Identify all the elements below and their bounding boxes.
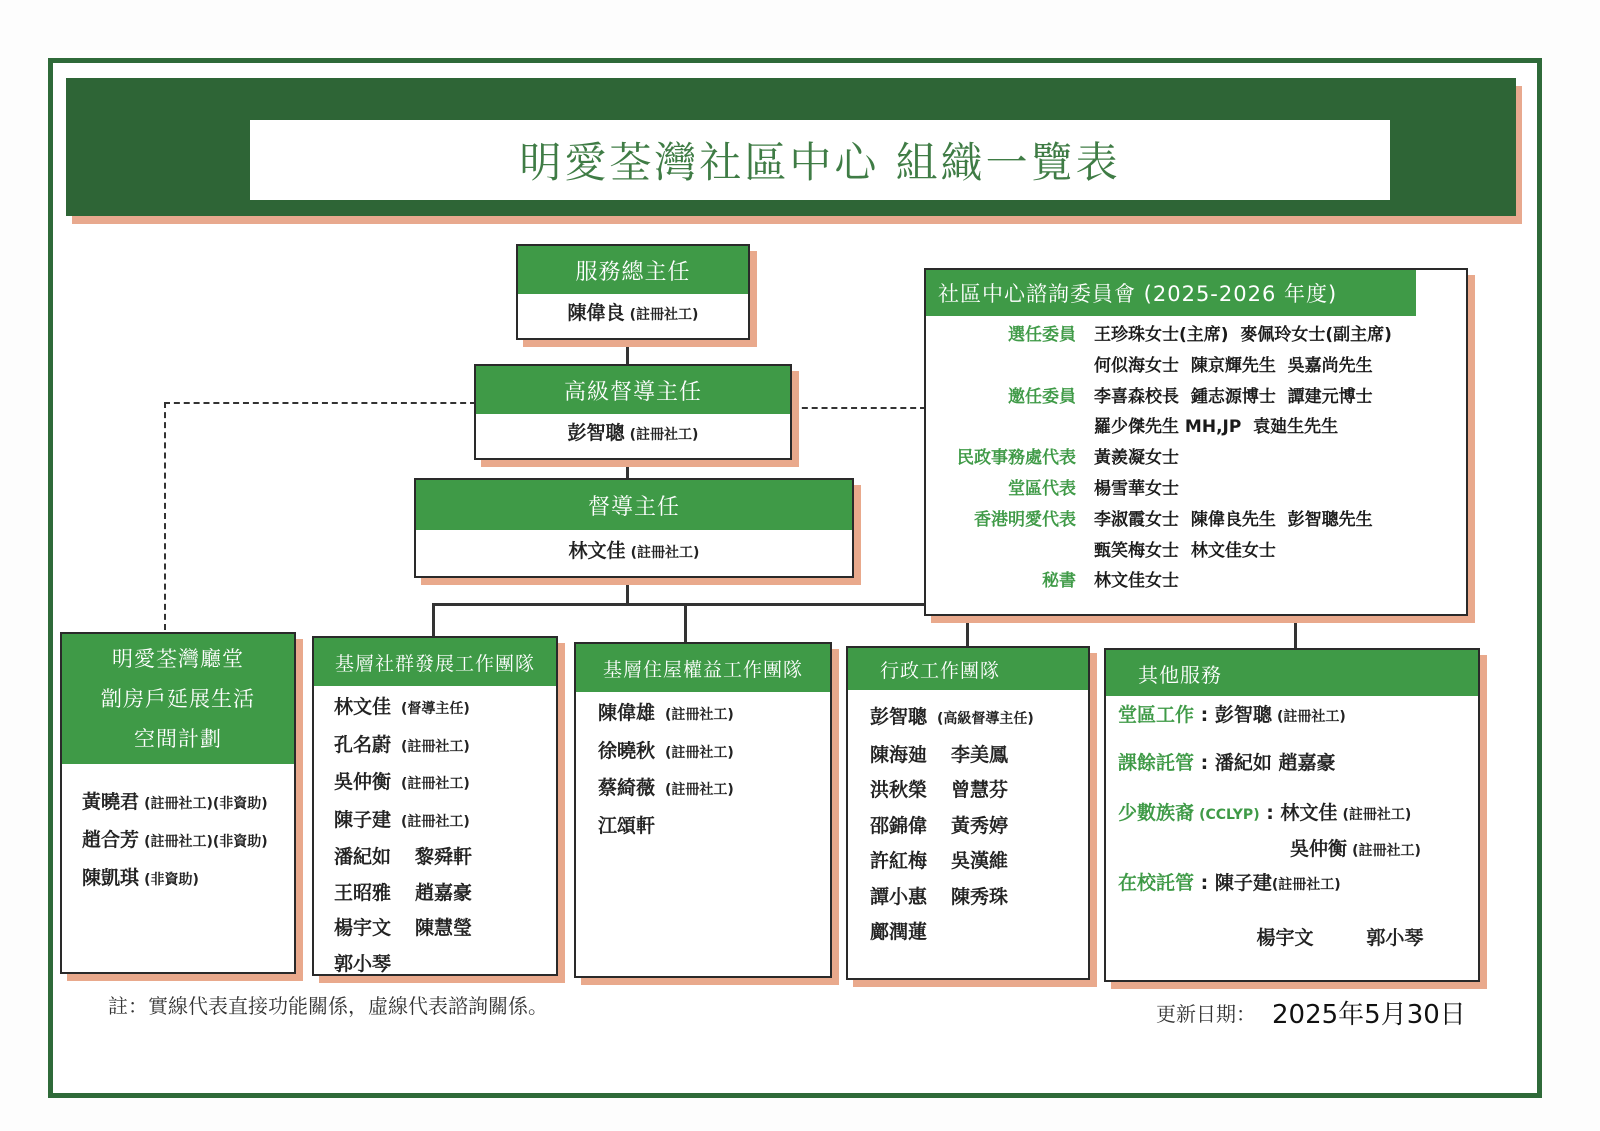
team-admin-members — [848, 690, 1088, 951]
list-item — [870, 773, 1088, 809]
committee-row-label: 選任委員 — [1008, 325, 1076, 345]
member-name: 楊宇文 — [334, 917, 392, 939]
member-name: 郭小琴 — [334, 952, 392, 975]
member-name: 李美鳳 — [951, 743, 1009, 766]
member-tag: (註冊社工) — [665, 707, 734, 723]
list-item: 陳凱琪 (非資助) — [82, 867, 199, 889]
committee-row-members: 李喜森校長 鍾志源博士 譚建元博士 — [1094, 386, 1373, 407]
team-subdivided-heading-line: 空間計劃 — [134, 727, 222, 751]
advisory-dashed-line — [164, 402, 476, 404]
member-tag: (督導主任) — [401, 701, 470, 717]
member-name: 陳偉雄 — [598, 702, 656, 724]
member-name: 蔡綺薇 — [598, 777, 656, 799]
committee-row — [926, 536, 1456, 561]
team-housing-box — [574, 642, 832, 978]
member-tag: (註冊社工) — [665, 782, 734, 798]
committee-row-members: 楊雪華女士 — [1094, 479, 1179, 499]
committee-heading: 社區中心諮詢委員會 (2025-2026 年度) — [926, 270, 1416, 316]
connector-line — [626, 338, 629, 366]
member-name: 鄺潤蓮 — [870, 921, 928, 943]
member-name: 潘紀如 — [334, 846, 392, 868]
member-name: 許紅梅 — [870, 850, 928, 872]
list-item — [334, 947, 556, 983]
updated-date: 2025年5月30日 — [1272, 1000, 1466, 1030]
list-item — [870, 809, 1088, 845]
committee-row — [926, 505, 1456, 530]
member-name: 陳慧瑩 — [415, 917, 473, 939]
member-name: 江頌軒 — [598, 814, 656, 837]
team-community-heading: 基層社群發展工作團隊 — [314, 638, 556, 686]
team-other-heading: 其他服務 — [1106, 650, 1478, 696]
connector-line — [432, 603, 435, 637]
committee-row-members: 羅少傑先生 MH,JP 袁廸生先生 — [1094, 417, 1339, 438]
member-name: 彭智聰 — [870, 706, 928, 728]
senior-supervisor-heading: 高級督導主任 — [476, 366, 790, 414]
member-name: 吳漢維 — [951, 850, 1009, 872]
list-item — [598, 734, 830, 772]
committee-row-label: 民政事務處代表 — [957, 448, 1076, 469]
committee-row — [926, 566, 1456, 591]
connector-line — [626, 577, 629, 604]
title-box — [250, 120, 1390, 200]
list-item: 楊宇文 郭小琴 — [1256, 927, 1424, 949]
team-housing-members — [576, 692, 830, 844]
committee-row — [926, 412, 1456, 437]
member-tag: (註冊社工) — [401, 776, 470, 792]
list-item — [870, 880, 1088, 916]
list-item — [334, 840, 556, 876]
footer-note: 註：實線代表直接功能關係，虛線代表諮詢關係。 — [108, 994, 548, 1018]
list-item: 堂區工作 : 彭智聰 (註冊社工) — [1118, 704, 1346, 726]
committee-box — [924, 268, 1468, 616]
committee-row-label: 邀任委員 — [1008, 386, 1076, 407]
team-subdivided-box — [60, 632, 296, 974]
list-item: 在校託管 : 陳子建(註冊社工) — [1118, 872, 1341, 894]
list-item: 少數族裔 (CCLYP) : 林文佳 (註冊社工) — [1118, 802, 1412, 824]
senior-supervisor-name: 彭智聰 — [567, 422, 625, 444]
committee-row-members: 李淑霞女士 陳偉良先生 彭智聰先生 — [1094, 509, 1373, 530]
team-community-box — [312, 636, 558, 976]
member-name: 林文佳 — [334, 696, 392, 718]
team-subdivided-heading-line: 明愛荃灣廳堂 — [112, 647, 244, 671]
director-name: 陳偉良 — [567, 302, 625, 324]
member-name: 陳海廸 — [870, 743, 928, 766]
member-name: 邵錦偉 — [870, 814, 928, 837]
committee-row — [926, 351, 1456, 376]
senior-supervisor-tag: (註冊社工) — [629, 427, 699, 443]
team-subdivided-heading-line: 劏房戶延展生活 — [101, 687, 255, 711]
team-subdivided-heading — [62, 634, 294, 764]
committee-row-members: 王珍珠女士(主席) 麥佩玲女士(副主席) — [1094, 325, 1392, 345]
member-name: 洪秋榮 — [870, 779, 928, 801]
senior-supervisor-box — [474, 364, 792, 460]
list-item — [870, 915, 1088, 951]
committee-row — [926, 320, 1456, 345]
supervisor-box — [414, 478, 854, 578]
member-name: 黃秀婷 — [951, 814, 1009, 837]
member-tag: (高級督導主任) — [937, 711, 1034, 727]
list-item — [598, 771, 830, 809]
connector-line — [684, 603, 687, 643]
list-item — [598, 809, 830, 845]
member-name: 曾慧芬 — [951, 779, 1009, 801]
list-item — [870, 738, 1088, 774]
committee-row-label: 香港明愛代表 — [974, 509, 1076, 530]
supervisor-heading: 督導主任 — [416, 480, 852, 530]
member-name: 孔名蔚 — [334, 733, 392, 756]
team-admin-heading: 行政工作團隊 — [848, 648, 1088, 690]
member-tag: (註冊社工) — [401, 813, 470, 830]
list-item: 趙合芳 (註冊社工)(非資助) — [82, 829, 268, 851]
list-item — [334, 803, 556, 841]
supervisor-tag: (註冊社工) — [630, 545, 700, 561]
committee-row — [926, 443, 1456, 468]
list-item — [334, 876, 556, 912]
committee-row-members: 黃羨凝女士 — [1094, 448, 1179, 469]
committee-row-members: 甄笑梅女士 林文佳女士 — [1094, 540, 1276, 561]
advisory-dashed-line — [792, 407, 926, 409]
list-item — [334, 765, 556, 803]
member-tag: (註冊社工) — [401, 738, 470, 755]
committee-row-members: 林文佳女士 — [1094, 571, 1179, 592]
member-name: 陳秀珠 — [951, 885, 1009, 908]
director-tag: (註冊社工) — [629, 307, 699, 323]
member-name: 趙嘉豪 — [415, 881, 473, 904]
committee-row — [926, 382, 1456, 407]
updated-label: 更新日期： — [1156, 1002, 1256, 1026]
member-name: 吳仲衡 — [334, 771, 392, 793]
member-name: 陳子建 — [334, 808, 392, 831]
page-title: 明愛荃灣社區中心 組織一覽表 — [519, 138, 1121, 187]
director-box — [516, 244, 750, 340]
supervisor-name: 林文佳 — [568, 540, 626, 562]
committee-row-members: 何似海女士 陳京輝先生 吳嘉尚先生 — [1094, 355, 1373, 376]
member-name: 譚小惠 — [870, 885, 928, 908]
list-item: 黃曉君 (註冊社工)(非資助) — [82, 791, 268, 813]
team-other-box — [1104, 648, 1480, 982]
list-item — [334, 728, 556, 766]
committee-row-label: 堂區代表 — [1008, 479, 1076, 499]
committee-row-label: 秘書 — [1042, 571, 1076, 592]
list-item — [334, 690, 556, 728]
list-item — [870, 844, 1088, 880]
team-community-members — [314, 686, 556, 982]
member-name: 黎舜軒 — [415, 846, 473, 868]
list-item — [598, 696, 830, 734]
team-admin-box — [846, 646, 1090, 980]
director-heading: 服務總主任 — [518, 246, 748, 294]
connector-line — [626, 458, 629, 480]
list-item — [334, 911, 556, 947]
team-subdivided-members — [62, 764, 294, 898]
list-item: 課餘託管 : 潘紀如 趙嘉豪 — [1118, 752, 1336, 774]
member-tag: (註冊社工) — [665, 744, 734, 761]
list-item: 吳仲衡 (註冊社工) — [1290, 838, 1421, 860]
member-name: 徐曉秋 — [598, 739, 656, 762]
list-item — [870, 700, 1088, 738]
committee-row — [926, 474, 1456, 499]
member-name: 王昭雅 — [334, 881, 392, 904]
team-housing-heading: 基層住屋權益工作團隊 — [576, 644, 830, 692]
advisory-dashed-line — [164, 402, 166, 630]
